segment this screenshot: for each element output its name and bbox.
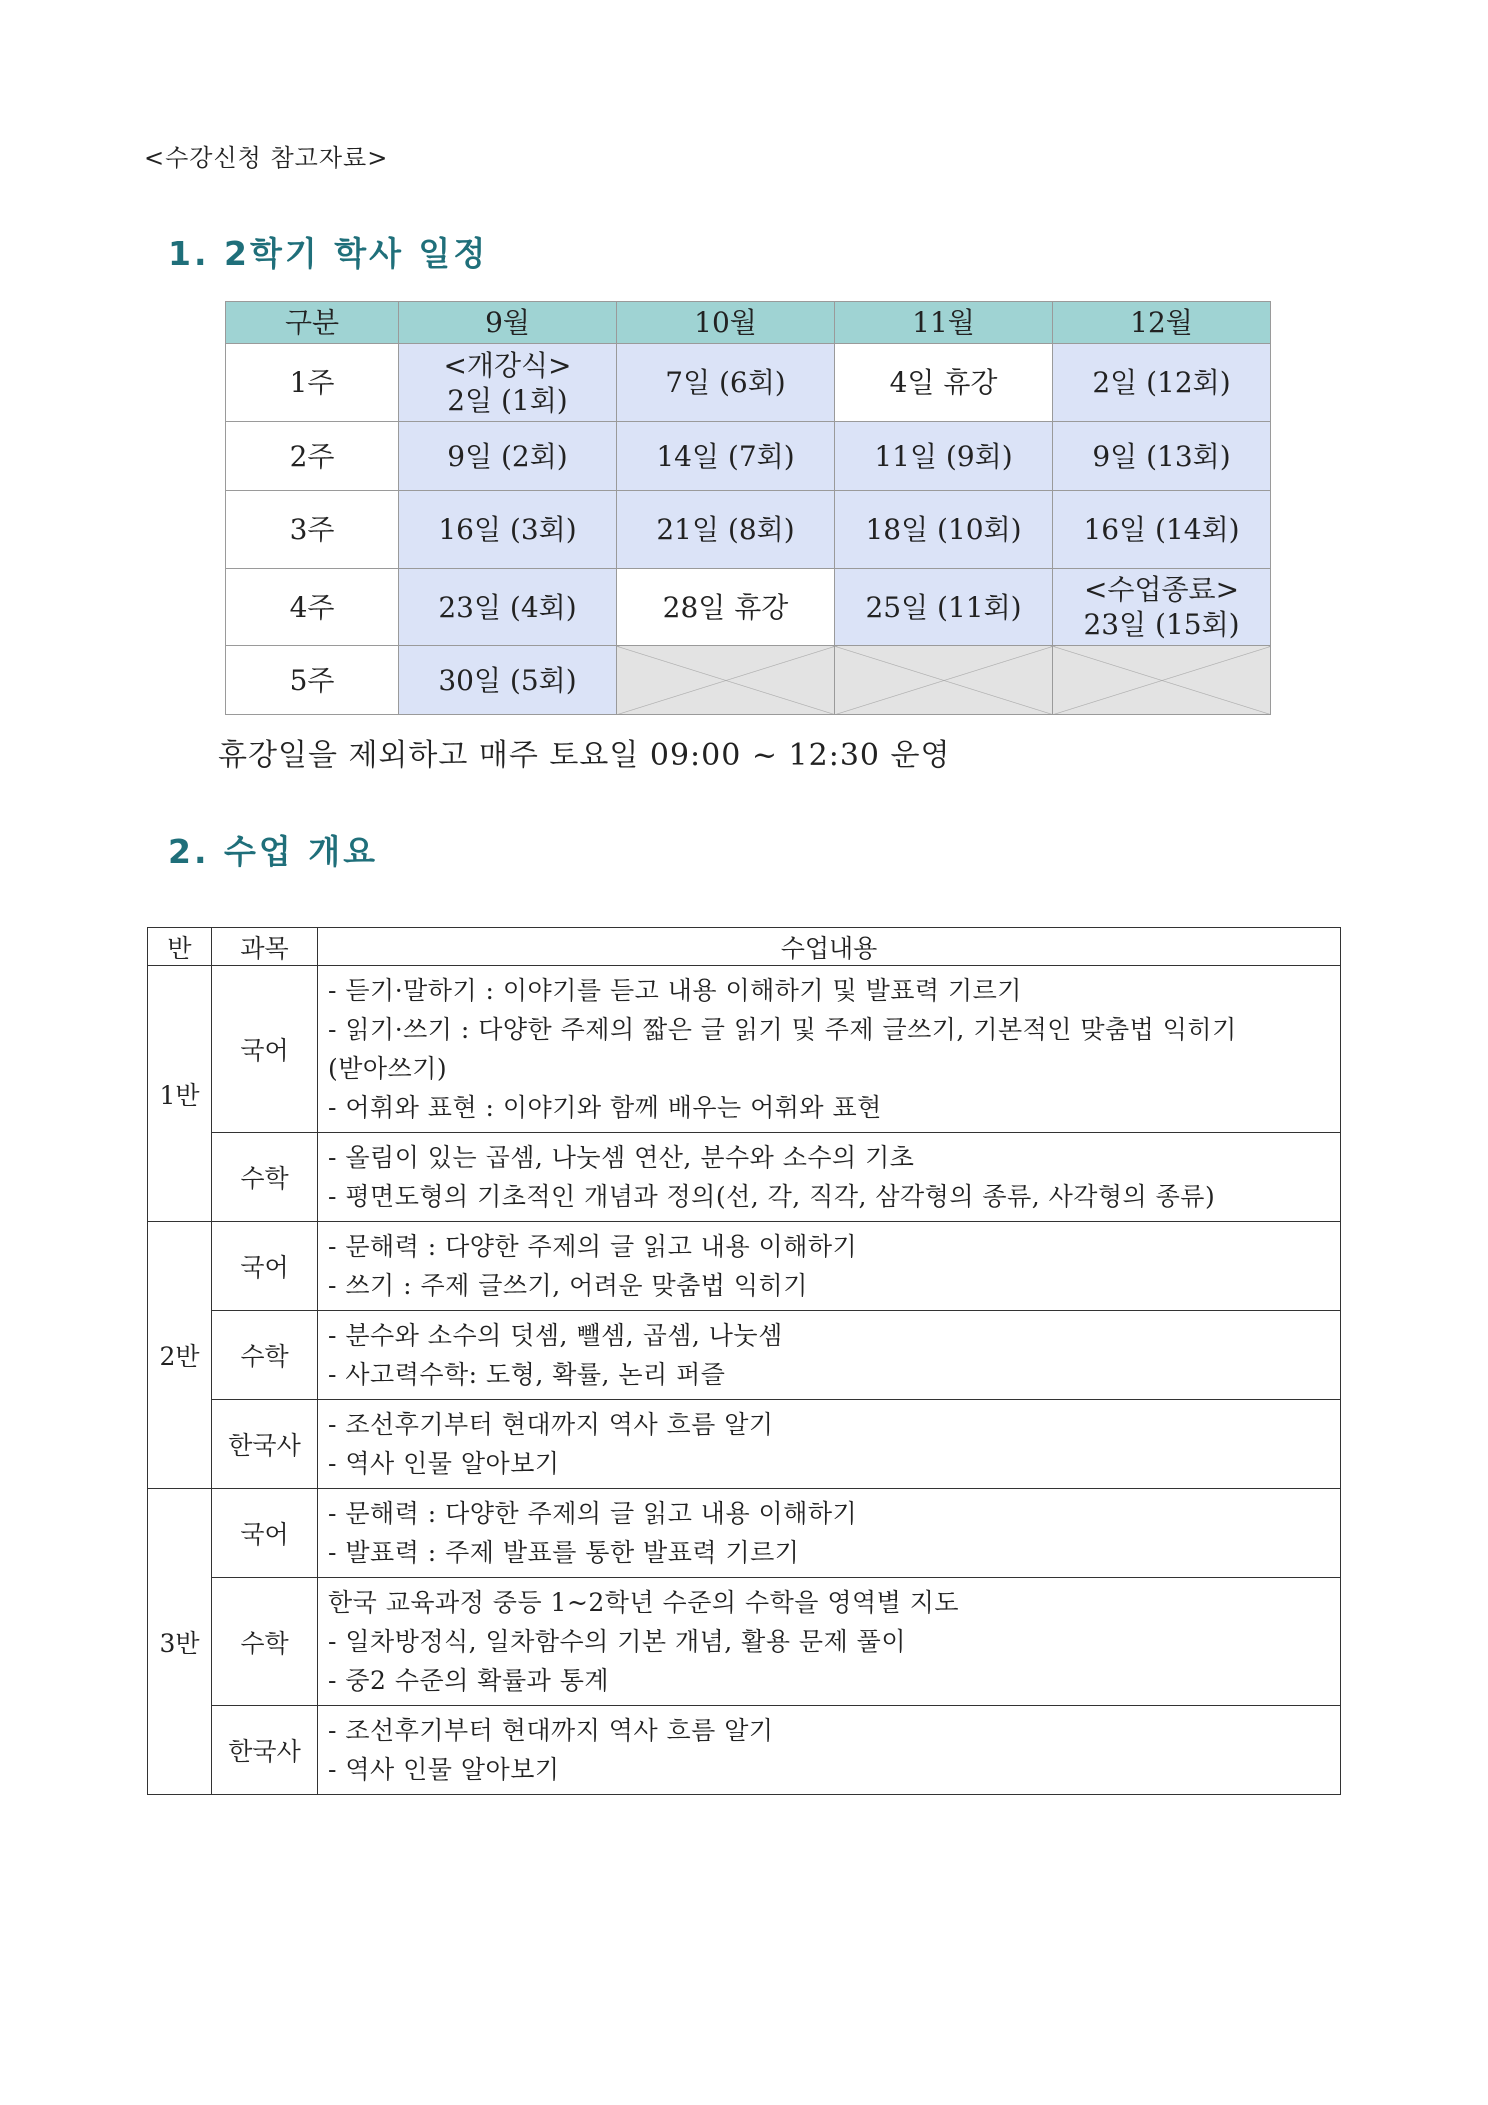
schedule-cell-line: 16일 (3회): [438, 513, 577, 546]
schedule-cell-line: 23일 (4회): [438, 590, 577, 624]
schedule-cell: [1053, 344, 1271, 422]
content-line: - 역사 인물 알아보기: [328, 1755, 560, 1784]
schedule-cell: [835, 491, 1053, 569]
schedule-cell: [1053, 569, 1271, 646]
course-column-header: 반: [148, 928, 212, 966]
course-content: [318, 1489, 1341, 1578]
schedule-cell-line: 4일 휴강: [889, 366, 998, 399]
course-content: [318, 1578, 1341, 1706]
subject-name: 한국사: [212, 1706, 318, 1795]
schedule-cell: [617, 344, 835, 422]
content-line: - 어휘와 표현 : 이야기와 함께 배우는 어휘와 표현: [328, 1093, 882, 1122]
content-line: - 조선후기부터 현대까지 역사 흐름 알기: [328, 1410, 774, 1439]
content-line: - 조선후기부터 현대까지 역사 흐름 알기: [328, 1716, 774, 1745]
subject-name: 국어: [212, 1489, 318, 1578]
class-name: 3반: [148, 1489, 212, 1795]
schedule-cell-line: 21일 (8회): [656, 513, 795, 546]
schedule-cell: [399, 491, 617, 569]
schedule-cell: [617, 491, 835, 569]
subject-name: 한국사: [212, 1400, 318, 1489]
section-title-schedule: 1. 2학기 학사 일정: [168, 234, 489, 273]
course-row: [148, 1311, 1341, 1400]
schedule-cell-line: 9일 (13회): [1092, 439, 1231, 473]
content-line: - 사고력수학: 도형, 확률, 논리 퍼즐: [328, 1360, 726, 1389]
schedule-cell-line: 11일 (9회): [874, 439, 1013, 473]
content-line: (받아쓰기): [328, 1054, 448, 1083]
course-table: [147, 927, 1341, 1795]
page-header: <수강신청 참고자료>: [144, 144, 389, 172]
content-line: - 중2 수준의 확률과 통계: [328, 1666, 609, 1695]
content-line: - 쓰기 : 주제 글쓰기, 어려운 맞춤법 익히기: [328, 1271, 808, 1300]
schedule-cell: [617, 422, 835, 491]
week-label: 5주: [226, 646, 399, 715]
schedule-cell-empty: [835, 646, 1053, 715]
course-row: [148, 1133, 1341, 1222]
class-name: 2반: [148, 1222, 212, 1489]
week-label: 2주: [226, 422, 399, 491]
content-line: - 문해력 : 다양한 주제의 글 읽고 내용 이해하기: [328, 1232, 858, 1261]
schedule-cell-empty: [1053, 646, 1271, 715]
schedule-cell: [835, 569, 1053, 646]
week-label: 3주: [226, 491, 399, 569]
content-line: - 분수와 소수의 덧셈, 뺄셈, 곱셈, 나눗셈: [328, 1321, 783, 1350]
schedule-column-header: 구분: [226, 302, 399, 344]
schedule-column-header: 10월: [617, 302, 835, 344]
subject-name: 국어: [212, 966, 318, 1133]
schedule-cell: [399, 569, 617, 646]
course-header-row: [148, 928, 1341, 966]
section-title-overview: 2. 수업 개요: [168, 832, 378, 871]
schedule-cell-line: 30일 (5회): [438, 663, 577, 697]
course-content: [318, 1311, 1341, 1400]
schedule-cell-line: 2일 (1회): [447, 383, 568, 417]
course-row: [148, 1706, 1341, 1795]
content-line: 한국 교육과정 중등 1~2학년 수준의 수학을 영역별 지도: [328, 1588, 960, 1617]
schedule-header-row: [226, 302, 1271, 344]
schedule-row-week3: [226, 491, 1271, 569]
schedule-cell-empty: [617, 646, 835, 715]
course-content: [318, 1222, 1341, 1311]
course-content: [318, 1400, 1341, 1489]
class-name: 1반: [148, 966, 212, 1222]
schedule-row-week1: [226, 344, 1271, 422]
content-line: - 평면도형의 기초적인 개념과 정의(선, 각, 직각, 삼각형의 종류, 사각형의 종류): [328, 1182, 1216, 1211]
schedule-cell-line: 14일 (7회): [656, 439, 795, 473]
content-line: - 역사 인물 알아보기: [328, 1449, 560, 1478]
schedule-row-week2: [226, 422, 1271, 491]
week-label: 4주: [226, 569, 399, 646]
schedule-row-week5: [226, 646, 1271, 715]
course-content: [318, 1706, 1341, 1795]
subject-name: 수학: [212, 1311, 318, 1400]
schedule-cell: [399, 646, 617, 715]
course-content: [318, 1133, 1341, 1222]
course-column-header: 수업내용: [318, 928, 1341, 966]
content-line: - 문해력 : 다양한 주제의 글 읽고 내용 이해하기: [328, 1499, 858, 1528]
schedule-cell: [399, 344, 617, 422]
schedule-cell-holiday: [617, 569, 835, 646]
schedule-cell-holiday: [835, 344, 1053, 422]
schedule-cell-line: 28일 휴강: [662, 590, 789, 624]
schedule-cell: [1053, 491, 1271, 569]
schedule-cell-line: 7일 (6회): [665, 366, 786, 399]
schedule-row-week4: [226, 569, 1271, 646]
schedule-cell-line: 16일 (14회): [1083, 513, 1240, 546]
week-label: 1주: [226, 344, 399, 422]
content-line: - 일차방정식, 일차함수의 기본 개념, 활용 문제 풀이: [328, 1627, 906, 1656]
subject-name: 수학: [212, 1578, 318, 1706]
course-row: [148, 966, 1341, 1133]
course-row: [148, 1578, 1341, 1706]
course-content: [318, 966, 1341, 1133]
schedule-cell-line: <개강식>: [443, 348, 572, 382]
schedule-table: [225, 301, 1271, 715]
schedule-cell-line: 2일 (12회): [1092, 366, 1231, 399]
schedule-cell: [399, 422, 617, 491]
content-line: - 듣기·말하기 : 이야기를 듣고 내용 이해하기 및 발표력 기르기: [328, 976, 1022, 1005]
schedule-note: 휴강일을 제외하고 매주 토요일 09:00 ~ 12:30 운영: [218, 738, 951, 773]
schedule-cell-line: 18일 (10회): [865, 513, 1022, 546]
schedule-cell-line: <수업종료>: [1083, 573, 1240, 606]
course-row: [148, 1222, 1341, 1311]
schedule-cell-line: 23일 (15회): [1083, 608, 1240, 641]
schedule-column-header: 11월: [835, 302, 1053, 344]
content-line: - 올림이 있는 곱셈, 나눗셈 연산, 분수와 소수의 기초: [328, 1143, 915, 1172]
course-row: [148, 1400, 1341, 1489]
content-line: - 발표력 : 주제 발표를 통한 발표력 기르기: [328, 1538, 800, 1567]
course-column-header: 과목: [212, 928, 318, 966]
schedule-cell-line: 25일 (11회): [865, 590, 1022, 624]
schedule-cell: [1053, 422, 1271, 491]
subject-name: 수학: [212, 1133, 318, 1222]
schedule-column-header: 12월: [1053, 302, 1271, 344]
subject-name: 국어: [212, 1222, 318, 1311]
schedule-cell-line: 9일 (2회): [447, 439, 568, 473]
content-line: - 읽기·쓰기 : 다양한 주제의 짧은 글 읽기 및 주제 글쓰기, 기본적인 맞춤법 익히기: [328, 1015, 1237, 1044]
course-row: [148, 1489, 1341, 1578]
schedule-cell: [835, 422, 1053, 491]
schedule-column-header: 9월: [399, 302, 617, 344]
